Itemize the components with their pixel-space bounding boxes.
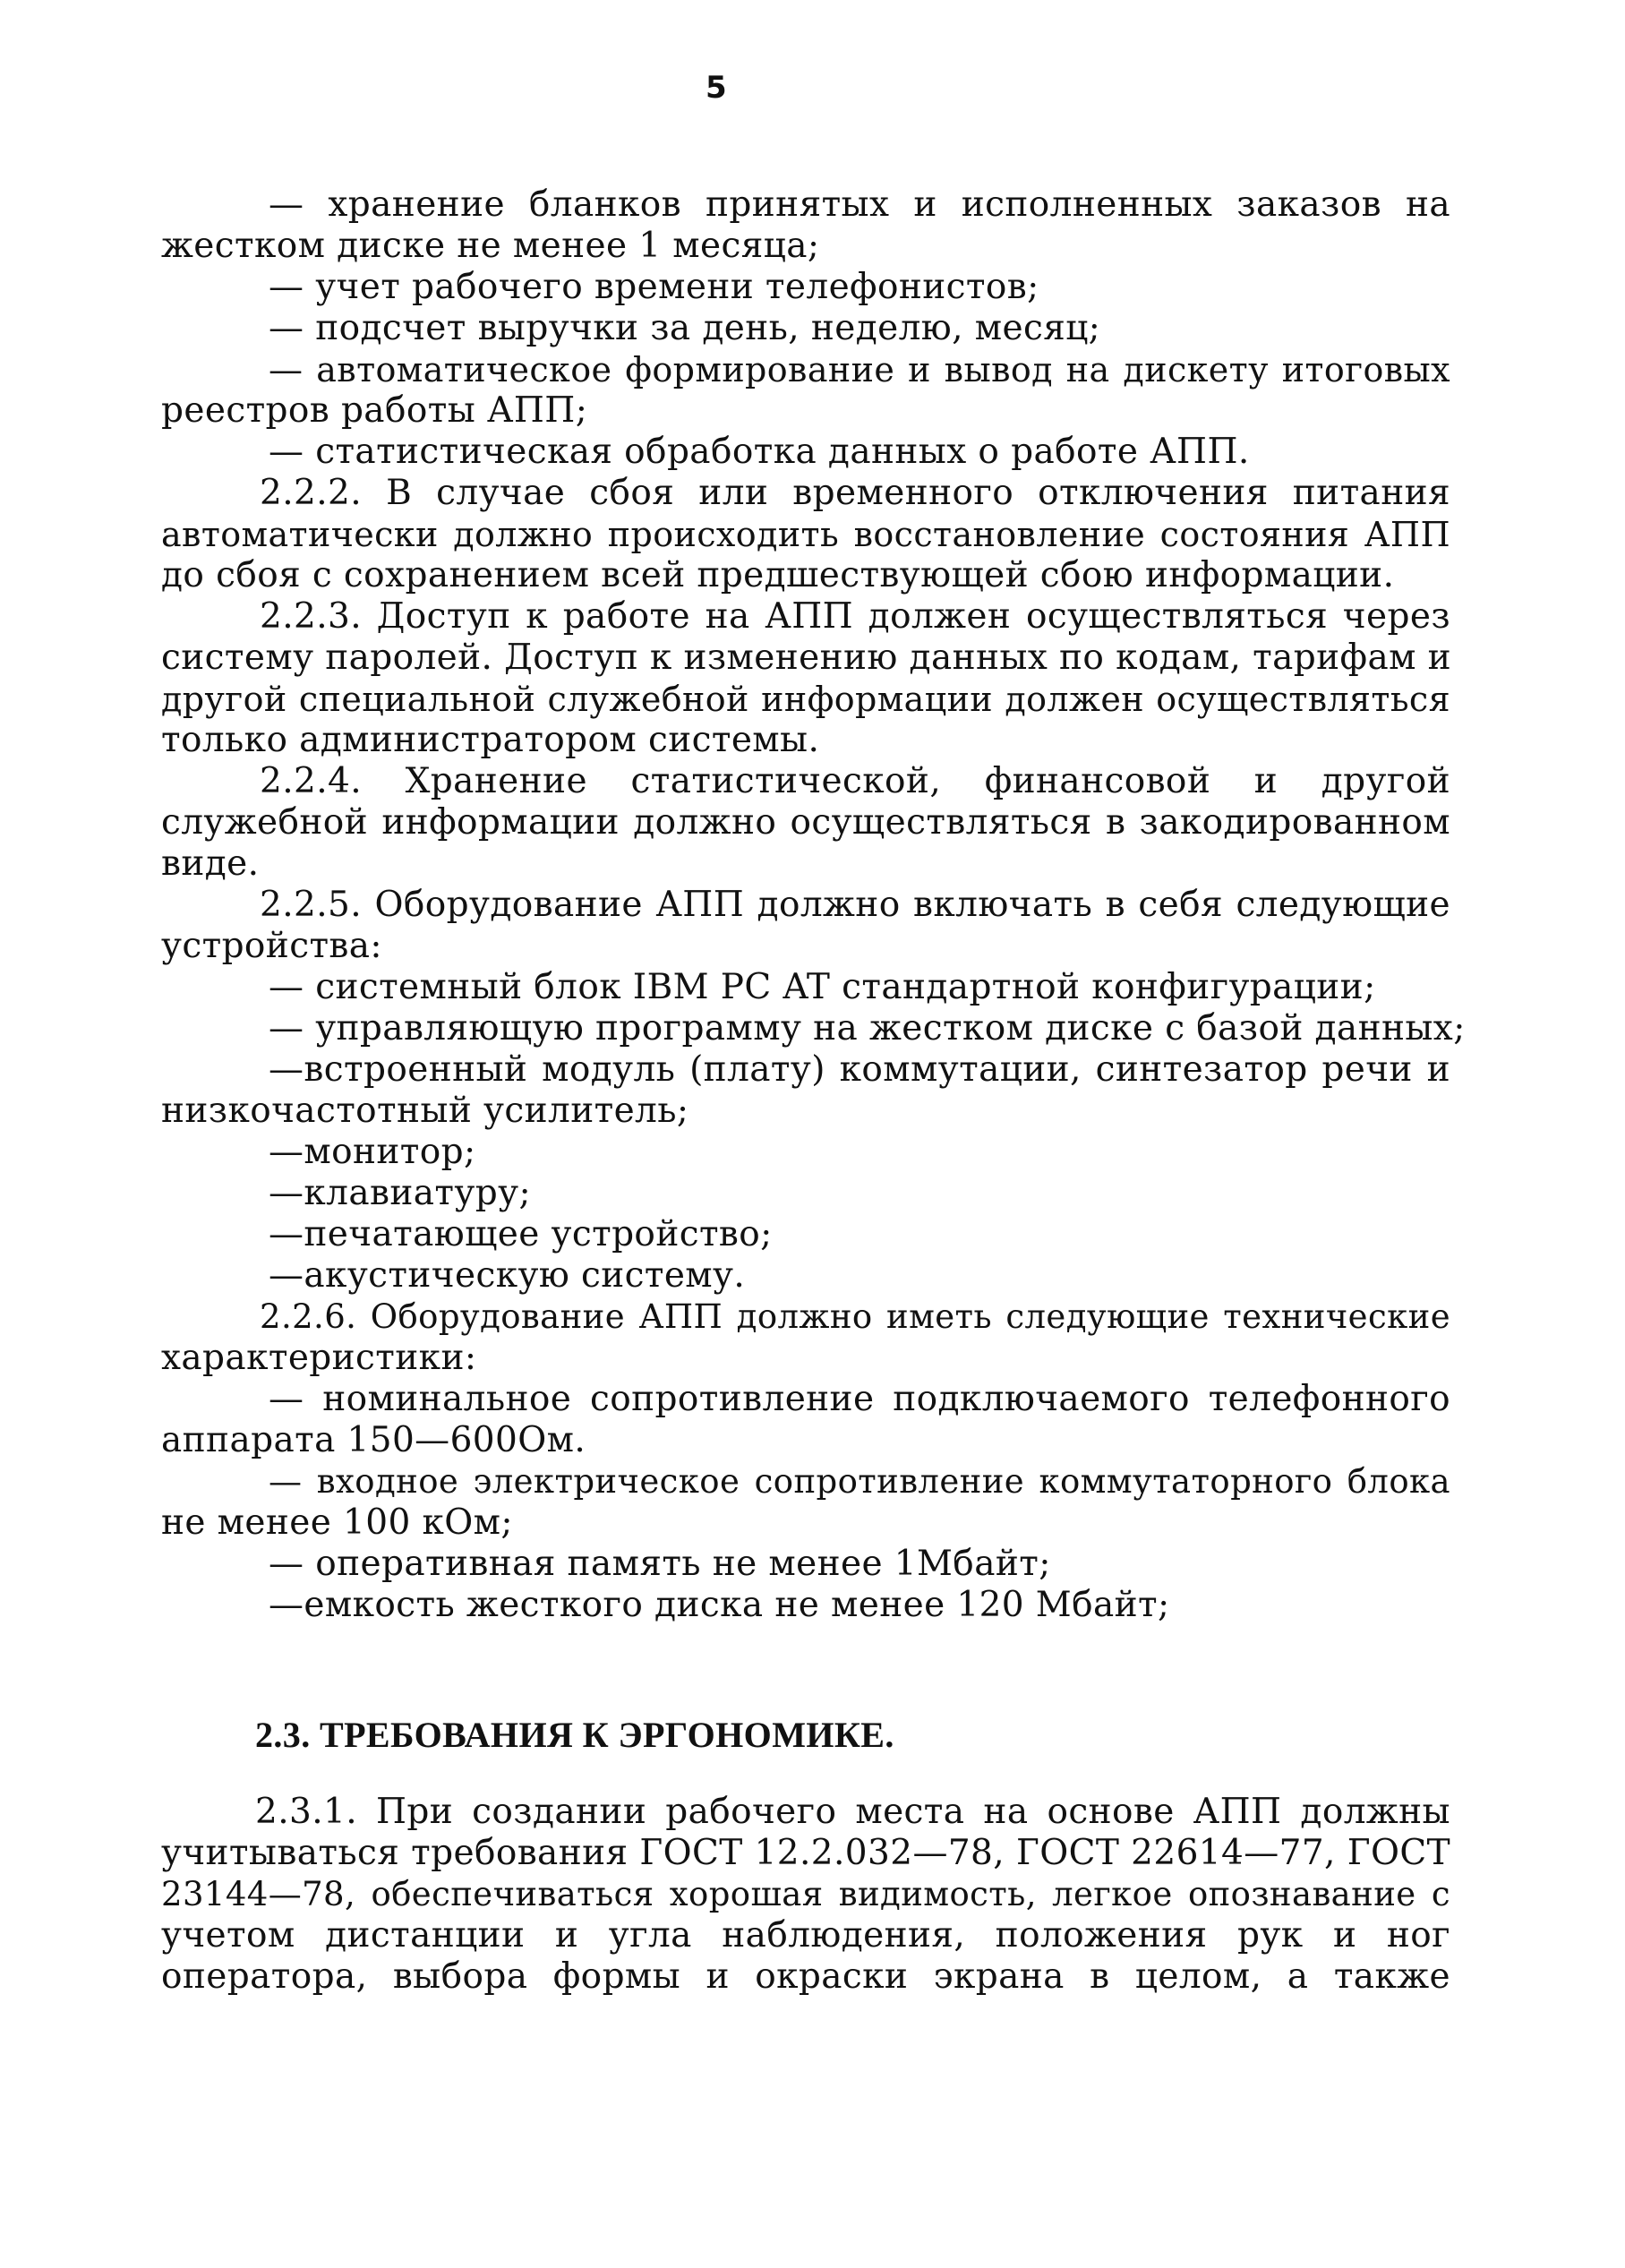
text-line: —акустическую систему.	[269, 1255, 746, 1296]
text-line: — хранение бланков принятых и исполненных заказов на	[269, 184, 1450, 225]
text-line: только администратором системы.	[161, 720, 820, 760]
text-line: служебной информации должно осуществляться в закодированном	[161, 802, 1450, 843]
text-line: реестров работы АПП;	[161, 390, 588, 431]
text-line: жестком диске не менее 1 месяца;	[161, 226, 820, 266]
text-line: аппарата 150—600Ом.	[161, 1420, 586, 1460]
text-line: систему паролей. Доступ к изменению данных по кодам, тарифам и	[161, 638, 1452, 678]
text-line: 2.2.2. В случае сбоя или временного отключения питания	[260, 473, 1450, 513]
text-line: учетом дистанции и угла наблюдения, положения рук и ног	[161, 1915, 1450, 1956]
text-line: — оперативная память не менее 1Мбайт;	[269, 1544, 1051, 1584]
page-number: 5	[705, 70, 728, 106]
text-line: виде.	[161, 843, 260, 884]
text-line: — входное электрическое сопротивление коммутаторного блока	[269, 1462, 1450, 1501]
text-line: — учет рабочего времени телефонистов;	[269, 267, 1039, 307]
text-line: 2.2.6. Оборудование АПП должно иметь следующие технические	[260, 1297, 1450, 1336]
text-line: 2.2.5. Оборудование АПП должно включать в себя следующие	[260, 885, 1450, 925]
text-line: — системный блок IBM PC AT стандартной конфигурации;	[269, 967, 1376, 1007]
text-line: другой специальной служебной информации должен осуществляться	[161, 680, 1450, 719]
text-line: автоматически должно происходить восстановление состояния АПП	[161, 515, 1450, 554]
text-line: оператора, выбора формы и окраски экрана в целом, а также	[161, 1956, 1450, 1997]
text-line: устройства:	[161, 926, 382, 966]
text-line: характеристики:	[161, 1338, 477, 1378]
text-line: не менее 100 кОм;	[161, 1502, 513, 1543]
text-line: — статистическая обработка данных о работе АПП.	[269, 432, 1250, 472]
text-line: 2.2.4. Хранение статистической, финансовой и другой	[260, 761, 1450, 801]
section-heading: 2.3. ТРЕБОВАНИЯ К ЭРГОНОМИКЕ.	[255, 1715, 894, 1755]
text-line: — управляющую программу на жестком диске с базой данных;	[269, 1008, 1466, 1048]
text-line: — номинальное сопротивление подключаемого телефонного	[269, 1379, 1450, 1419]
text-line: 23144—78, обеспечиваться хорошая видимость, легкое опознавание с	[161, 1875, 1450, 1913]
text-line: учитываться требования ГОСТ 12.2.032—78, ГОСТ 22614—77, ГОСТ	[161, 1833, 1450, 1873]
text-line: —встроенный модуль (плату) коммутации, синтезатор речи и	[269, 1049, 1450, 1090]
text-line: 2.3.1. При создании рабочего места на основе АПП должны	[255, 1792, 1450, 1832]
text-line: —емкость жесткого диска не менее 120 Мбайт;	[269, 1585, 1170, 1625]
text-line: —монитор;	[269, 1132, 476, 1172]
text-line: — автоматическое формирование и вывод на дискету итоговых	[269, 350, 1450, 389]
text-line: — подсчет выручки за день, неделю, месяц;	[269, 308, 1101, 348]
text-line: —печатающее устройство;	[269, 1214, 773, 1254]
text-line: —клавиатуру;	[269, 1173, 531, 1213]
text-line: низкочастотный усилитель;	[161, 1091, 689, 1131]
text-line: до сбоя с сохранением всей предшествующей сбою информации.	[161, 555, 1395, 595]
text-line: 2.2.3. Доступ к работе на АПП должен осуществляться через	[260, 596, 1450, 637]
